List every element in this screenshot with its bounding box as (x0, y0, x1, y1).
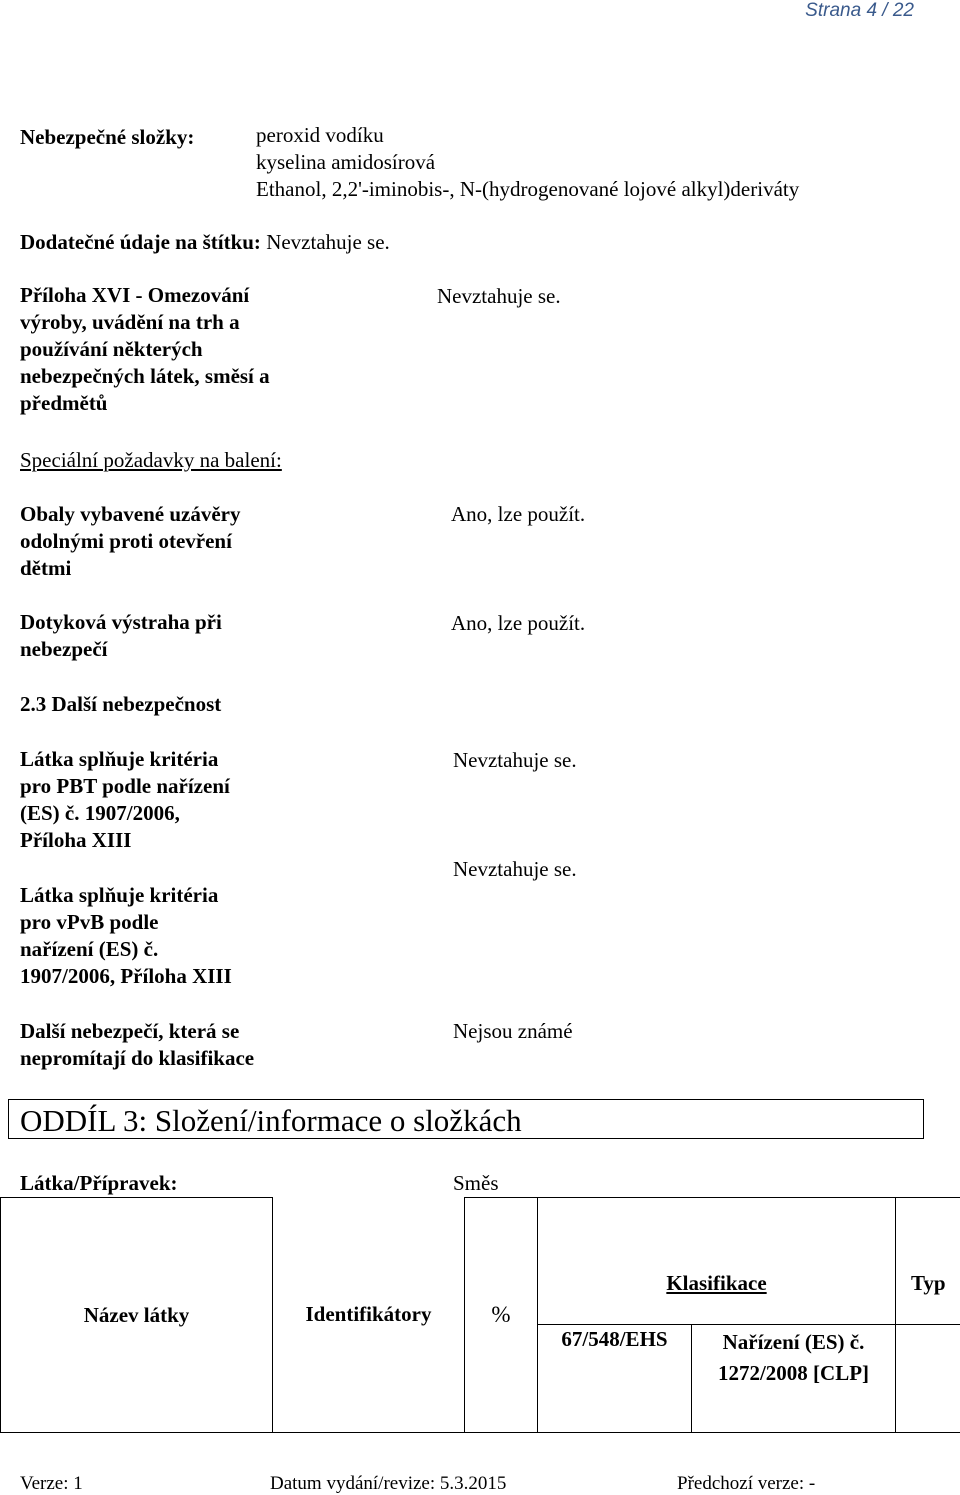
section3-header (8, 1099, 924, 1139)
supplementary-label-label: Dodatečné údaje na štítku: (20, 230, 261, 254)
label-line: (ES) č. 1907/2006, (20, 801, 180, 825)
composition-table (0, 1197, 960, 1433)
tactile-warning-label (20, 609, 222, 663)
substance-label: Látka/Přípravek: (20, 1171, 178, 1195)
label-line: Obaly vybavené uzávěry (20, 502, 241, 526)
subheader-clp-line1: Nařízení (ES) č. (722, 1330, 865, 1354)
label-line: Látka splňuje kritéria (20, 883, 219, 907)
vpvb-value: Nevztahuje se. (453, 857, 577, 881)
label-line: odolnými proti otevření (20, 529, 232, 553)
annex-xvi-value: Nevztahuje se. (437, 284, 561, 308)
label-line: Látka splňuje kritéria (20, 747, 219, 771)
supplementary-label-value: Nevztahuje se. (260, 230, 390, 254)
label-line: pro vPvB podle (20, 910, 159, 934)
hazardous-components-label: Nebezpečné složky: (20, 125, 195, 149)
other-hazards-heading: 2.3 Další nebezpečnost (20, 692, 222, 716)
annex-xvi-label (20, 282, 270, 417)
label-line: Příloha XIII (20, 828, 132, 852)
footer-version: Verze: 1 (20, 1473, 83, 1494)
vpvb-label (20, 882, 232, 990)
supplementary-label-row (20, 230, 390, 255)
header-name: Název látky (1, 1198, 273, 1433)
list-item: kyselina amidosírová (256, 150, 436, 174)
type-cell (896, 1325, 960, 1433)
label-line: nařízení (ES) č. (20, 937, 159, 961)
page-current: 4 (866, 0, 878, 21)
label-line: výroby, uvádění na trh a (20, 310, 240, 334)
special-packaging-heading: Speciální požadavky na balení: (20, 448, 282, 472)
label-line: používání některých (20, 337, 203, 361)
list-item: peroxid vodíku (256, 123, 384, 147)
label-line: Dotyková výstraha při (20, 610, 222, 634)
label-line: nebezpečných látek, směsí a (20, 364, 270, 388)
other-hazards-label (20, 1018, 254, 1072)
substance-value: Směs (453, 1171, 499, 1195)
tactile-warning-value: Ano, lze použít. (451, 611, 586, 635)
label-line: předmětů (20, 391, 108, 415)
child-resistant-label (20, 501, 241, 582)
section3-title: ODDÍL 3: Složení/informace o složkách (20, 1103, 522, 1138)
label-line: 1907/2006, Příloha XIII (20, 964, 232, 988)
header-identifiers: Identifikátory (273, 1198, 465, 1433)
pbt-value: Nevztahuje se. (453, 748, 577, 772)
other-hazards-value: Nejsou známé (453, 1019, 573, 1043)
label-line: pro PBT podle nařízení (20, 774, 230, 798)
header-classification (538, 1198, 896, 1325)
subheader-clp-line2: 1272/2008 [CLP] (717, 1361, 870, 1385)
page-label: Strana (805, 0, 862, 21)
child-resistant-value: Ano, lze použít. (451, 502, 586, 526)
footer-previous-version: Předchozí verze: - (677, 1473, 816, 1494)
subheader-clp (692, 1325, 896, 1433)
header-type: Typ (896, 1198, 960, 1325)
page-total: 22 (892, 0, 914, 21)
label-line: nebezpečí (20, 637, 108, 661)
pbt-label (20, 746, 230, 854)
label-line: Další nebezpečí, která se (20, 1019, 240, 1043)
subheader-dsd: 67/548/EHS (538, 1325, 692, 1433)
hazardous-components-list (256, 122, 799, 203)
label-line: Příloha XVI - Omezování (20, 283, 250, 307)
page-number (805, 0, 914, 22)
footer-issue-date: Datum vydání/revize: 5.3.2015 (270, 1473, 507, 1494)
label-line: nepromítají do klasifikace (20, 1046, 255, 1070)
header-classification-label: Klasifikace (666, 1271, 767, 1295)
page-separator: / (877, 0, 893, 21)
label-line: dětmi (20, 556, 72, 580)
header-percent: % (465, 1198, 538, 1433)
list-item: Ethanol, 2,2'-iminobis-, N-(hydrogenované lojové alkyl)deriváty (256, 177, 800, 201)
table-row (1, 1198, 960, 1325)
